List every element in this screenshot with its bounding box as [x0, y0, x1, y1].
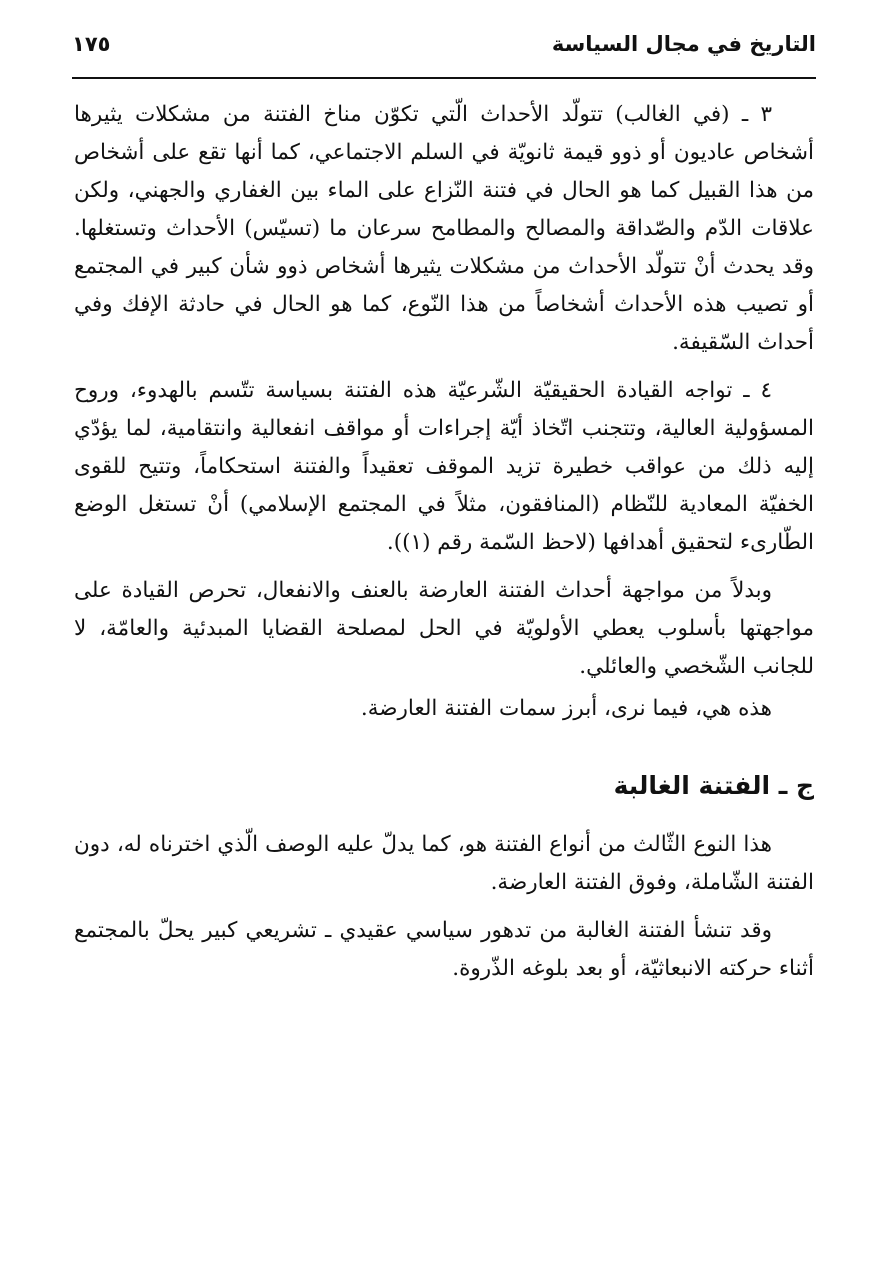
section-heading: ج ـ الفتنة الغالبة — [613, 771, 814, 800]
paragraph-feature-3: ٣ ـ (في الغالب) تتولّد الأحداث الّتي تكوّن مناخ الفتنة من مشكلات يثيرها أشخاص عاديون أو ذوو قيمة ثانويّة في السلم الاجتماعي، كما أنها تقع على أشخاص من هذا القبيل كما هو الحال في فتنة النّزاع على الماء بين الغفاري والجهني، ولكن علاقات الدّم والصّداقة والمصالح والمطامح سرعان ما (تسيّس) الأحداث وتستغلها. وقد يحدث أنْ تتولّد الأحداث من مشكلات يثيرها أشخاص ذوو شأن كبير في المجتمع أو تصيب هذه الأحداث أشخاصاً من هذا النّوع، كما هو الحال في حادثة الإفك وفي أحداث السّقيفة. — [74, 102, 814, 355]
page-number: ١٧٥ — [72, 32, 111, 56]
page-header — [72, 26, 816, 72]
page-body — [74, 96, 814, 988]
paragraph-feature-4: ٤ ـ تواجه القيادة الحقيقيّة الشّرعيّة هذه الفتنة بسياسة تتّسم بالهدوء، وروح المسؤولية العالية، وتتجنب اتّخاذ أيّة إجراءات أو مواقف انفعالية وانتقامية، لما يؤدّي إليه ذلك من عواقب خطيرة تزيد الموقف تعقيداً والفتنة استحكاماً، وتتيح للقوى الخفيّة المعادية للنّظام (المنافقون، مثلاً في المجتمع الإسلامي) أنْ تستغل الوضع الطّارىء لتحقيق أهدافها (لاحظ السّمة رقم (١)). — [74, 378, 814, 555]
paragraph-section-intro: هذا النوع الثّالث من أنواع الفتنة هو، كما يدلّ عليه الوصف الّذي اخترناه له، دون الفتنة الشّاملة، وفوق الفتنة العارضة. — [74, 832, 814, 895]
header-divider — [72, 77, 816, 79]
running-title: التاريخ في مجال السياسة — [551, 32, 816, 56]
paragraph-instead: وبدلاً من مواجهة أحداث الفتنة العارضة بالعنف والانفعال، تحرص القيادة على مواجهتها بأسلوب يعطي الأولويّة في الحل لمصلحة القضايا المبدئية والعامّة، لا للجانب الشّخصي والعائلي. — [74, 578, 814, 679]
paragraph-section-origin: وقد تنشأ الفتنة الغالبة من تدهور سياسي عقيدي ـ تشريعي كبير يحلّ بالمجتمع أثناء حركته الانبعاثيّة، أو بعد بلوغه الذّروة. — [74, 918, 814, 981]
paragraph-summary: هذه هي، فيما نرى، أبرز سمات الفتنة العارضة. — [360, 696, 772, 721]
